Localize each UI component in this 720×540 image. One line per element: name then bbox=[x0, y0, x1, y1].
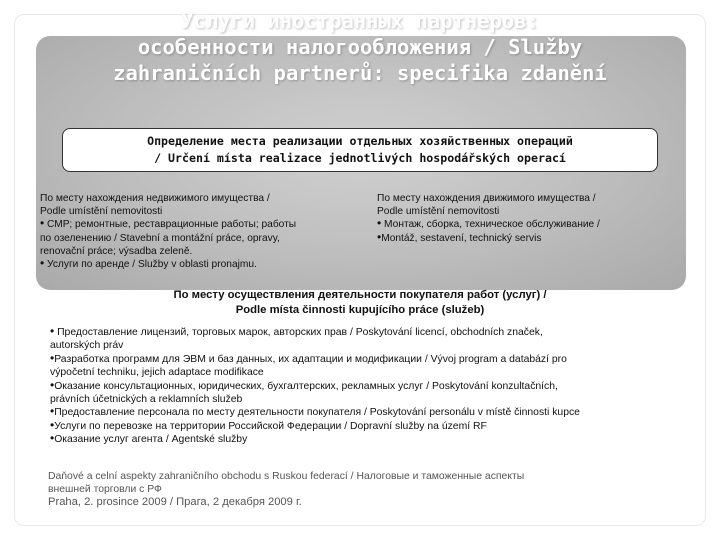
slide-title bbox=[30, 8, 690, 86]
bullet-icon: • bbox=[40, 216, 45, 231]
list-item: •Предоставление персонала по месту деятельности покупателя / Poskytování personálu v místě činnosti kupce bbox=[50, 404, 580, 419]
list-item: • Монтаж, сборка, техническое обслуживание / bbox=[377, 216, 600, 231]
footer-line: внешней торговли с РФ bbox=[48, 484, 162, 495]
list-item: • Предоставление лицензий, торговых марок, авторских прав / Poskytování licencí, obchodních značek, autorských práv bbox=[50, 324, 543, 352]
definition-line: / Určení místa realizace jednotlivých hospodářských operací bbox=[154, 151, 566, 165]
list-item: • СМР; ремонтные, реставрационные работы; работы bbox=[40, 216, 297, 231]
bullet-icon: • bbox=[40, 256, 45, 271]
definition-box bbox=[62, 128, 658, 172]
list-item: • Услуги по аренде / Služby v oblasti pronajmu. bbox=[40, 256, 257, 271]
footer bbox=[48, 470, 688, 509]
bullet-icon: • bbox=[377, 229, 382, 244]
column-heading: По месту нахождения движимого имущества / bbox=[377, 193, 596, 204]
immovable-property-column bbox=[40, 192, 358, 271]
bullet-icon: • bbox=[50, 431, 55, 446]
footer-line: Praha, 2. prosince 2009 / Прага, 2 декабря 2009 г. bbox=[48, 496, 302, 508]
bullet-icon: • bbox=[50, 404, 55, 419]
footer-line: Daňové a celní aspekty zahraničního obchodu s Ruskou federací / Налоговые и таможенные аспекты bbox=[48, 471, 525, 482]
list-item-continuation: renovační práce; výsadba zeleně. bbox=[40, 245, 193, 257]
title-line: особенности налогообложения / Služby bbox=[137, 35, 583, 59]
title-line: Услуги иностранных партнеров: bbox=[181, 9, 539, 33]
column-heading: Podle umístění nemovitosti bbox=[377, 206, 500, 218]
list-item: •Разработка программ для ЭВМ и баз данных, их адаптации и модификации / Vývoj program a databází pro výpočetní techniku, jejich adaptace modifikace bbox=[50, 350, 567, 379]
column-heading: Podle umístění nemovitosti bbox=[40, 206, 163, 218]
list-item-continuation: по озеленению / Stavební a montážní práce, opravy, bbox=[40, 232, 280, 244]
list-item: •Оказание консультационных, юридических, бухгалтерских, рекламных услуг / Poskytování konzultačních, právních účetnických a reklamních služeb bbox=[50, 377, 558, 406]
title-line: zahraničních partnerů: specifika zdanění bbox=[113, 61, 607, 85]
bullet-icon: • bbox=[377, 216, 382, 231]
movable-property-column bbox=[377, 192, 677, 245]
buyer-section-heading: По месту осуществления деятельности покупателя работ (услуг) / Podle místa činnosti kupujícího práce (služeb) bbox=[173, 289, 547, 316]
bullet-icon: • bbox=[50, 324, 55, 338]
list-item: •Montáž, sestavení, technický servis bbox=[377, 229, 542, 244]
buyer-services-list bbox=[50, 326, 690, 447]
bullet-icon: • bbox=[50, 417, 55, 432]
column-heading: По месту нахождения недвижимого имущества / bbox=[40, 193, 270, 204]
bullet-icon: • bbox=[50, 377, 55, 392]
list-item: •Услуги по перевозке на территории Российской Федерации / Dopravní služby na území RF bbox=[50, 417, 487, 432]
list-item: •Оказание услуг агента / Agentské služby bbox=[50, 431, 248, 446]
definition-line: Определение места реализации отдельных хозяйственных операций bbox=[147, 134, 573, 148]
bullet-icon: • bbox=[50, 350, 55, 365]
